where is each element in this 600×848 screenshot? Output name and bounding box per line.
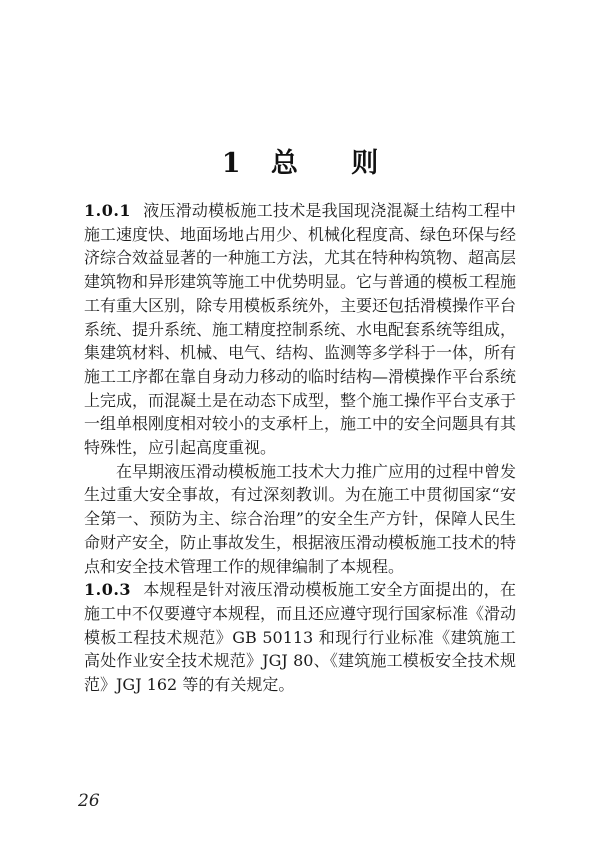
paragraph-commentary <box>84 460 516 579</box>
page-number: 26 <box>78 791 100 811</box>
paragraph-1-0-3 <box>84 578 516 697</box>
chapter-title-char-2: 则 <box>351 148 379 179</box>
paragraph-1-0-3-text: 本规程是针对液压滑动模板施工安全方面提出的，在施工中不仅要遵守本规程，而且还应遵守现行国家标准《滑动模板工程技术规范》GB 50113 和现行行业标准《建筑施工高处作业安全技术规范》JGJ 80、《建筑施工模板安全技术规范》JGJ 162 等的有关规定。 <box>84 580 517 695</box>
chapter-title <box>0 141 600 180</box>
chapter-title-char-1: 总 <box>270 148 298 179</box>
paragraph-1-0-1 <box>84 199 516 460</box>
paragraph-1-0-1-text: 液压滑动模板施工技术是我国现浇混凝土结构工程中施工速度快、地面场地占用少、机械化程度高、绿色环保与经济综合效益显著的一种施工方法，尤其在特种构筑物、超高层建筑物和异形建筑等施工中优势明显。它与普通的模板工程施工有重大区别，除专用模板系统外，主要还包括滑模操作平台系统、提升系统、施工精度控制系统、水电配套系统等组成，集建筑材料、机械、电气、结构、监测等多学科于一体，所有施工工序都在靠自身动力移动的临时结构—滑模操作平台系统上完成，而混凝土是在动态下成型，整个施工操作平台支承于一组单根刚度相对较小的支承杆上，施工中的安全问题具有其特殊性，应引起高度重视。 <box>84 201 517 458</box>
section-number-1-0-3: 1.0.3 <box>84 580 132 600</box>
section-number-1-0-1: 1.0.1 <box>84 201 132 220</box>
body-text <box>84 199 516 697</box>
chapter-number: 1 <box>221 148 241 179</box>
paragraph-commentary-text: 在早期液压滑动模板施工技术大力推广应用的过程中曾发生过重大安全事故，有过深刻教训。为在施工中贯彻国家“安全第一、预防为主、综合治理”的安全生产方针，保障人民生命财产安全，防止事故发生，根据液压滑动模板施工技术的特点和安全技术管理工作的规律编制了本规程。 <box>84 461 517 576</box>
